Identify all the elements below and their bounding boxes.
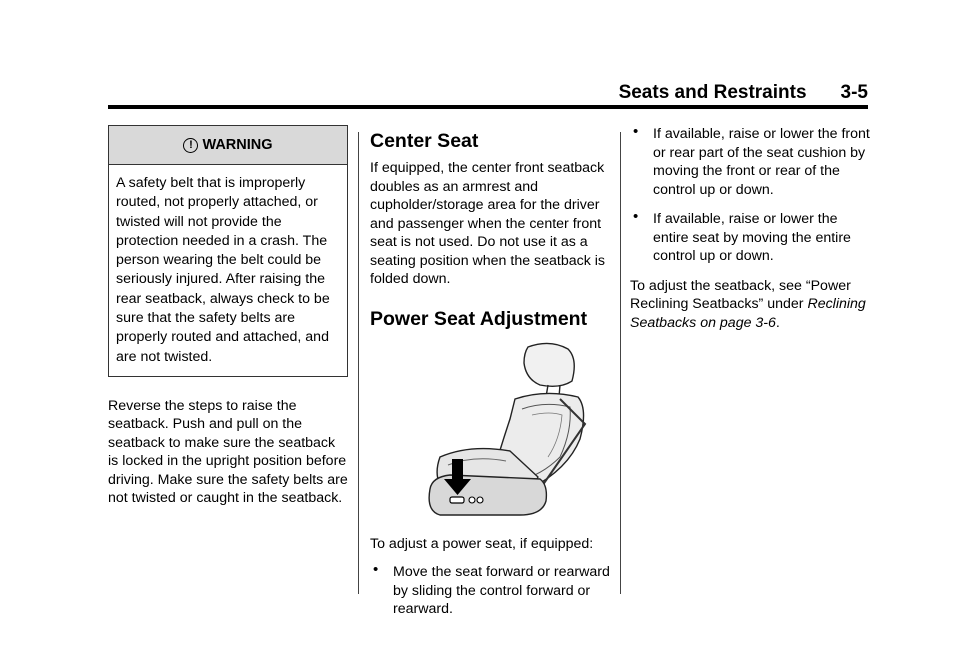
raise-seatback-paragraph: Reverse the steps to raise the seatback. Push and pull on the seatback to make sure the seatback is locked in the upright position before driving. Make sure the safety belts are not twisted or caught in the seatback. xyxy=(108,397,348,507)
reclining-prefix: To adjust the seatback, see “Power Reclining Seatbacks” under xyxy=(630,277,851,312)
header-rule xyxy=(108,105,868,109)
center-seat-paragraph: If equipped, the center front seatback doubles as an armrest and cupholder/storage area for the driver and passenger when the center front seat is not used. Do not use it as a seating position when the seatback is folded down. xyxy=(370,160,606,287)
reclining-suffix: . xyxy=(775,314,780,331)
list-item: • If available, raise or lower the front or rear part of the seat cushion by moving the front or rear of the control up or down. xyxy=(630,125,870,199)
power-seat-bullets-continued xyxy=(630,125,870,266)
page-number: 3-5 xyxy=(840,82,868,103)
warning-box xyxy=(108,125,348,377)
warning-text: A safety belt that is improperly routed, not properly attached, or twisted will not provide the protection needed in a crash. The person wearing the belt could be seriously injured. After raising the rear seatback, always check to be sure that the safety belts are properly routed and attached, and are not twisted. xyxy=(116,175,330,365)
column-right xyxy=(630,125,870,342)
warning-header xyxy=(109,126,347,165)
reclining-link[interactable]: Reclining Seatbacks on page 3-6 xyxy=(630,296,866,331)
center-seat-heading: Center Seat xyxy=(370,130,479,152)
column-middle xyxy=(370,125,610,630)
power-seat-bullets xyxy=(370,563,610,619)
column-left xyxy=(108,125,348,518)
list-item: • If available, raise or lower the entire seat by moving the entire control up or down. xyxy=(630,210,870,266)
reclining-reference xyxy=(630,277,870,333)
warning-heading: WARNING xyxy=(202,136,273,153)
power-seat-illustration xyxy=(410,339,600,519)
section-title: Seats and Restraints xyxy=(618,82,807,103)
warning-body xyxy=(109,165,347,376)
column-divider xyxy=(358,132,359,594)
exclamation-circle-icon: ! xyxy=(183,138,198,153)
power-seat-intro: To adjust a power seat, if equipped: xyxy=(370,535,594,552)
column-divider xyxy=(620,132,621,594)
list-item: • Move the seat forward or rearward by sliding the control forward or rearward. xyxy=(370,563,610,619)
page-header xyxy=(619,82,868,104)
power-seat-heading: Power Seat Adjustment xyxy=(370,307,588,330)
